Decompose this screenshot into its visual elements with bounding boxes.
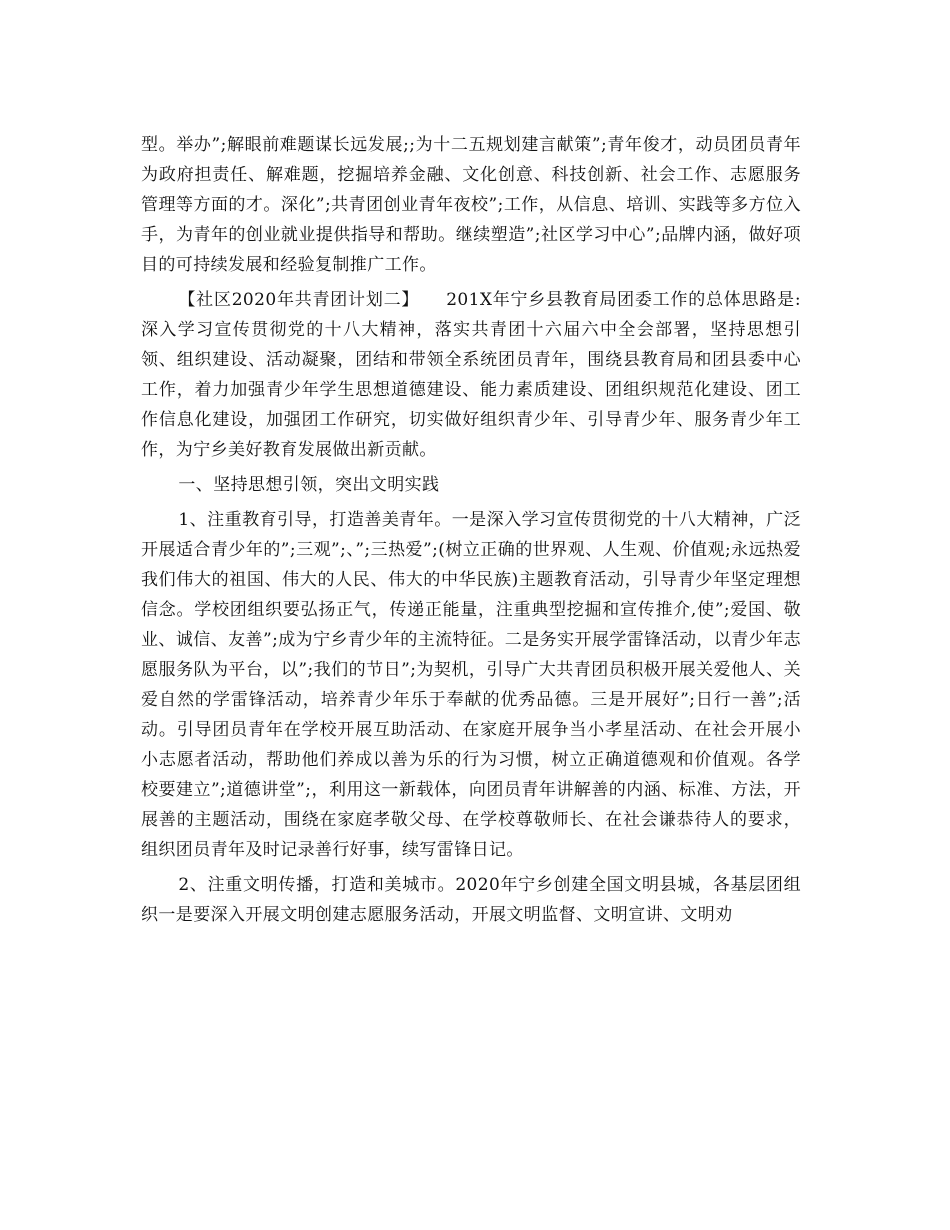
document-body (141, 130, 801, 935)
paragraph-civilization-spread: 2、注重文明传播，打造和美城市。2020年宁乡创建全国文明县城，各基层团组织一是要深入开展文明创建志愿服务活动，开展文明监督、文明宣讲、文明劝 (141, 875, 801, 925)
paragraph-education-guidance: 1、注重教育引导，打造善美青年。一是深入学习宣传贯彻党的十八大精神，广泛开展适合青少年的”;三观”;、”;三热爱”;(树立正确的世界观、人生观、价值观;永远热爱我们伟大的祖国、伟大的人民、伟大的中华民族)主题教育活动，引导青少年坚定理想信念。学校团组织要弘扬正气，传递正能量，注重典型挖掘和宣传推介,使”;爱国、敬业、诚信、友善”;成为宁乡青少年的主流特征。二是务实开展学雷锋活动，以青少年志愿服务队为平台，以”;我们的节日”;为契机，引导广大共青团员积极开展关爱他人、关爱自然的学雷锋活动，培养青少年乐于奉献的优秀品德。三是开展好”;日行一善”;活动。引导团员青年在学校开展互助活动、在家庭开展争当小孝星活动、在社会开展小小志愿者活动，帮助他们养成以善为乐的行为习惯，树立正确道德观和价值观。各学校要建立”;道德讲堂”;，利用这一新载体，向团员青年讲解善的内涵、标准、方法，开展善的主题活动，围绕在家庭孝敬父母、在学校尊敬师长、在社会谦恭待人的要求，组织团员青年及时记录善行好事，续写雷锋日记。 (141, 510, 801, 860)
paragraph-plan-two-overview: 【社区2020年共青团计划二】 201X年宁乡县教育局团委工作的总体思路是:深入学习宣传贯彻党的十八大精神，落实共青团十六届六中全会部署，坚持思想引领、组织建设、活动凝聚，团结和带领全系统团员青年，围绕县教育局和团县委中心工作，着力加强青少年学生思想道德建设、能力素质建设、团组织规范化建设、团工作信息化建设，加强团工作研究，切实做好组织青少年、引导青少年、服务青少年工作，为宁乡美好教育发展做出新贡献。 (141, 290, 801, 460)
section-heading-ideological-guidance: 一、坚持思想引领，突出文明实践 (178, 475, 440, 495)
paragraph-continuation: 型。举办”;解眼前难题谋长远发展;;为十二五规划建言献策”;青年俊才，动员团员青年为政府担责任、解难题，挖掘培养金融、文化创意、科技创新、社会工作、志愿服务管理等方面的才。深化”;共青团创业青年夜校”;工作，从信息、培训、实践等多方位入手，为青年的创业就业提供指导和帮助。继续塑造”;社区学习中心”;品牌内涵，做好项目的可持续发展和经验复制推广工作。 (141, 135, 801, 275)
